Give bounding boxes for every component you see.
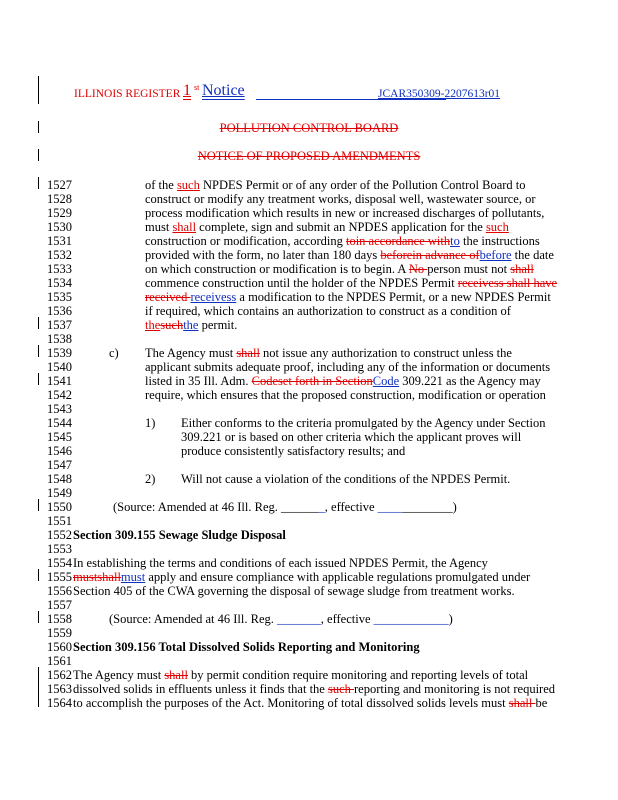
line-number: 1534: [47, 276, 72, 290]
change-bar: [38, 177, 39, 189]
line-number: 1530: [47, 220, 72, 234]
page-number: 1: [183, 82, 191, 99]
source-note: (Source: Amended at 46 Ill. Reg. _______, effective ____________): [113, 500, 457, 514]
text-line: listed in 35 Ill. Adm. Codeset forth in SectionCode 309.221 as the Agency may: [145, 374, 541, 388]
section-heading: Section 309.156 Total Dissolved Solids Reporting and Monitoring: [73, 640, 420, 654]
text-line: thesuchthe permit.: [145, 318, 238, 332]
source-note: (Source: Amended at 46 Ill. Reg. _______, effective ____________): [109, 612, 453, 626]
text-line: to accomplish the purposes of the Act. Monitoring of total dissolved solids levels must shall be: [73, 696, 548, 710]
line-number: 1558: [47, 612, 72, 626]
text-line: commence construction until the holder of the NPDES Permit receivess shall have: [145, 276, 558, 290]
text-line: Will not cause a violation of the conditions of the NPDES Permit.: [181, 472, 511, 486]
line-number: 1543: [47, 402, 72, 416]
line-number: 1554: [47, 556, 72, 570]
line-number: 1529: [47, 206, 72, 220]
line-number: 1551: [47, 514, 72, 528]
line-number: 1561: [47, 654, 72, 668]
line-number: 1531: [47, 234, 72, 248]
line-number: 1559: [47, 626, 72, 640]
line-number: 1556: [47, 584, 72, 598]
line-number: 1550: [47, 500, 72, 514]
register-header: [74, 84, 514, 102]
text-line: must shall complete, sign and submit an NPDES application for the such: [145, 220, 509, 234]
line-number: 1555: [47, 570, 72, 584]
list-label: 1): [145, 416, 156, 430]
jcar-code: JCAR350309-2207613r01: [378, 88, 501, 100]
change-bar: [38, 76, 39, 104]
line-number: 1547: [47, 458, 72, 472]
text-line: construction or modification, according toin accordance withto the instructions: [145, 234, 540, 248]
change-bar: [38, 611, 39, 623]
line-number: 1563: [47, 682, 72, 696]
text-line: mustshallmust apply and ensure compliance with applicable regulations promulgated under: [73, 570, 531, 584]
change-bar: [38, 499, 39, 511]
change-bar: [38, 317, 39, 329]
text-line: produce consistently satisfactory results; and: [181, 444, 406, 458]
text-line: of the such NPDES Permit or of any order of the Pollution Control Board to: [145, 178, 526, 192]
text-line: The Agency must shall by permit condition require monitoring and reporting levels of total: [73, 668, 529, 682]
line-number: 1562: [47, 668, 72, 682]
section-heading: Section 309.155 Sewage Sludge Disposal: [73, 528, 286, 542]
line-number: 1564: [47, 696, 72, 710]
line-number: 1545: [47, 430, 72, 444]
text-line: provided with the form, no later than 180 days beforein advance ofbefore the date: [145, 248, 554, 262]
text-line: The Agency must shall not issue any authorization to construct unless the: [145, 346, 512, 360]
line-number: 1528: [47, 192, 72, 206]
line-number: 1540: [47, 360, 72, 374]
text-line: on which construction or modification is to begin. A No person must not shall: [145, 262, 534, 276]
text-line: construct or modify any treatment works, disposal well, wastewater source, or: [145, 192, 536, 206]
notice-superscript: st: [194, 83, 200, 92]
line-number: 1552: [47, 528, 72, 542]
line-number: 1537: [47, 318, 72, 332]
line-number: 1527: [47, 178, 72, 192]
text-line: Either conforms to the criteria promulgated by the Agency under Section: [181, 416, 546, 430]
notice-label: Notice: [202, 82, 245, 99]
text-line: require, which ensures that the proposed construction, modification or operation: [145, 388, 546, 402]
line-number: 1544: [47, 416, 72, 430]
line-number: 1536: [47, 304, 72, 318]
line-number: 1553: [47, 542, 72, 556]
text-line: if required, which contains an authorization to construct as a condition of: [145, 304, 511, 318]
change-bar: [38, 667, 39, 707]
text-line: Section 405 of the CWA governing the disposal of sewage sludge from treatment works.: [73, 584, 515, 598]
change-bar: [38, 373, 39, 385]
register-name: ILLINOIS REGISTER: [74, 88, 181, 100]
list-label: 2): [145, 472, 156, 486]
line-number: 1542: [47, 388, 72, 402]
text-line: process modification which results in new or increased discharges of pollutants,: [145, 206, 545, 220]
line-number: 1546: [47, 444, 72, 458]
line-number: 1548: [47, 472, 72, 486]
text-line: In establishing the terms and conditions of each issued NPDES Permit, the Agency: [73, 556, 488, 570]
line-number: 1549: [47, 486, 72, 500]
line-number: 1539: [47, 346, 72, 360]
line-number: 1557: [47, 598, 72, 612]
change-bar: [38, 345, 39, 357]
list-label: c): [109, 346, 119, 360]
line-number: 1535: [47, 290, 72, 304]
change-bar: [38, 569, 39, 581]
line-number: 1541: [47, 374, 72, 388]
line-number: 1533: [47, 262, 72, 276]
text-line: applicant submits adequate proof, including any of the information or documents: [145, 360, 551, 374]
notice-title: NOTICE OF PROPOSED AMENDMENTS: [197, 149, 421, 163]
line-number: 1538: [47, 332, 72, 346]
text-line: received receivess a modification to the NPDES Permit, or a new NPDES Permit: [145, 290, 551, 304]
board-title: POLLUTION CONTROL BOARD: [219, 121, 399, 135]
text-line: 309.221 or is based on other criteria which the applicant proves will: [181, 430, 522, 444]
line-number: 1560: [47, 640, 72, 654]
text-line: dissolved solids in effluents unless it finds that the such reporting and monitoring is not required: [73, 682, 556, 696]
line-number: 1532: [47, 248, 72, 262]
